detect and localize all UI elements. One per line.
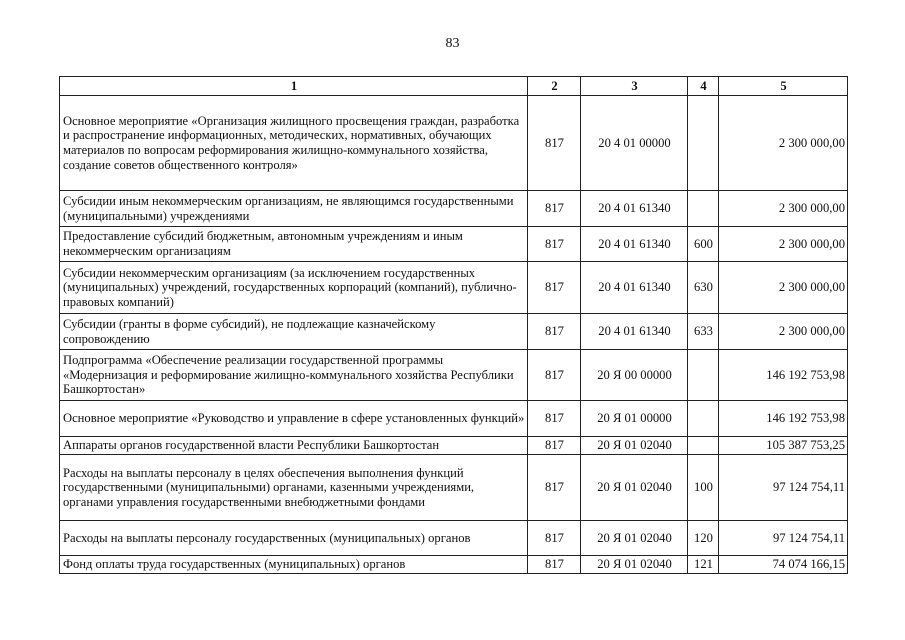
table-row (60, 556, 848, 574)
page-number: 83 (445, 36, 460, 51)
row-expense-type (688, 401, 719, 437)
row-amount: 146 192 753,98 (719, 350, 848, 401)
row-target-code: 20 Я 01 02040 (581, 521, 688, 556)
header-cell-1: 1 (60, 77, 528, 96)
table-row (60, 262, 848, 314)
row-expense-type: 600 (688, 227, 719, 262)
row-ministry-code: 817 (528, 437, 581, 455)
row-target-code: 20 4 01 00000 (581, 96, 688, 191)
row-ministry-code: 817 (528, 314, 581, 350)
row-amount: 2 300 000,00 (719, 96, 848, 191)
row-target-code: 20 Я 01 02040 (581, 556, 688, 574)
row-target-code: 20 4 01 61340 (581, 262, 688, 314)
row-name: Расходы на выплаты персоналу в целях обеспечения выполнения функций государственными (муниципальными) органами, казенными учреждениями, органами управления государственными внебюджетными фондами (60, 455, 528, 521)
table-row (60, 401, 848, 437)
row-target-code: 20 4 01 61340 (581, 227, 688, 262)
row-expense-type: 120 (688, 521, 719, 556)
row-amount: 105 387 753,25 (719, 437, 848, 455)
row-target-code: 20 4 01 61340 (581, 191, 688, 227)
row-expense-type (688, 191, 719, 227)
table-row (60, 455, 848, 521)
row-target-code: 20 Я 01 00000 (581, 401, 688, 437)
row-name: Аппараты органов государственной власти Республики Башкортостан (60, 437, 528, 455)
row-name: Основное мероприятие «Организация жилищного просвещения граждан, разработка и распространение информационных, методических, нормативных, обучающих материалов по вопросам реформирования жилищно-коммунального хозяйства, создание советов общественного контроля» (60, 96, 528, 191)
budget-table (59, 76, 848, 574)
row-name: Предоставление субсидий бюджетным, автономным учреждениям и иным некоммерческим организациям (60, 227, 528, 262)
table-row (60, 96, 848, 191)
row-amount: 146 192 753,98 (719, 401, 848, 437)
row-amount: 2 300 000,00 (719, 262, 848, 314)
row-expense-type (688, 350, 719, 401)
table-row (60, 191, 848, 227)
row-ministry-code: 817 (528, 262, 581, 314)
row-name: Расходы на выплаты персоналу государственных (муниципальных) органов (60, 521, 528, 556)
row-ministry-code: 817 (528, 96, 581, 191)
row-amount: 74 074 166,15 (719, 556, 848, 574)
row-expense-type: 121 (688, 556, 719, 574)
row-name: Основное мероприятие «Руководство и управление в сфере установленных функций» (60, 401, 528, 437)
row-expense-type: 100 (688, 455, 719, 521)
row-expense-type: 633 (688, 314, 719, 350)
table-row (60, 437, 848, 455)
header-cell-2: 2 (528, 77, 581, 96)
row-expense-type (688, 96, 719, 191)
row-target-code: 20 Я 01 02040 (581, 437, 688, 455)
row-name: Субсидии некоммерческим организациям (за исключением государственных (муниципальных) учреждений, государственных корпораций (компаний), публично-правовых компаний) (60, 262, 528, 314)
row-expense-type (688, 437, 719, 455)
row-amount: 97 124 754,11 (719, 521, 848, 556)
row-target-code: 20 Я 00 00000 (581, 350, 688, 401)
row-amount: 2 300 000,00 (719, 314, 848, 350)
row-ministry-code: 817 (528, 556, 581, 574)
table-header-row (60, 77, 848, 96)
row-name: Подпрограмма «Обеспечение реализации государственной программы «Модернизация и реформирование жилищно-коммунального хозяйства Республики Башкортостан» (60, 350, 528, 401)
row-expense-type: 630 (688, 262, 719, 314)
table-row (60, 521, 848, 556)
row-ministry-code: 817 (528, 350, 581, 401)
row-amount: 2 300 000,00 (719, 227, 848, 262)
row-name: Субсидии иным некоммерческим организациям, не являющимся государственными (муниципальными) учреждениями (60, 191, 528, 227)
header-cell-3: 3 (581, 77, 688, 96)
header-cell-5: 5 (719, 77, 848, 96)
table-row (60, 350, 848, 401)
row-ministry-code: 817 (528, 191, 581, 227)
row-amount: 97 124 754,11 (719, 455, 848, 521)
row-ministry-code: 817 (528, 455, 581, 521)
row-name: Фонд оплаты труда государственных (муниципальных) органов (60, 556, 528, 574)
row-ministry-code: 817 (528, 521, 581, 556)
row-ministry-code: 817 (528, 227, 581, 262)
header-cell-4: 4 (688, 77, 719, 96)
row-target-code: 20 Я 01 02040 (581, 455, 688, 521)
row-name: Субсидии (гранты в форме субсидий), не подлежащие казначейскому сопровождению (60, 314, 528, 350)
table-row (60, 227, 848, 262)
row-target-code: 20 4 01 61340 (581, 314, 688, 350)
row-amount: 2 300 000,00 (719, 191, 848, 227)
table-row (60, 314, 848, 350)
row-ministry-code: 817 (528, 401, 581, 437)
